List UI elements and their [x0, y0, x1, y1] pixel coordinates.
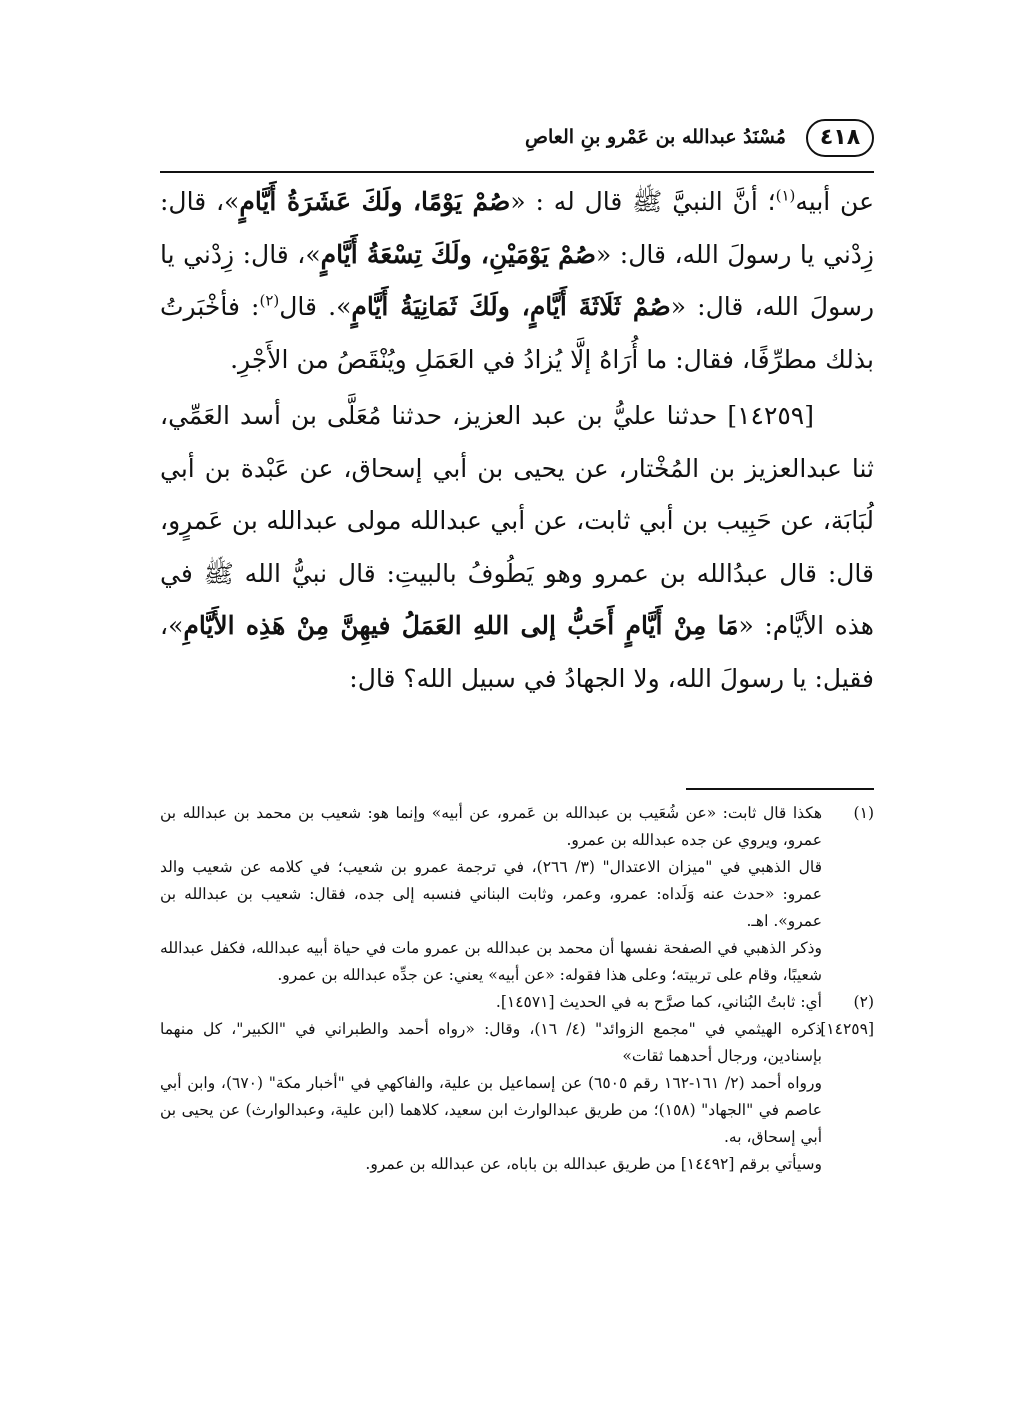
text-span: : فأخْبَرتُ بذلك مطرِّفًا، فقال: ما أُرَاهُ إلَّا يُزادُ في العَمَلِ ويُنْقَصُ من الأَجْرِ.: [160, 292, 874, 374]
text-span: ؛ أنَّ النبيَّ ﷺ قال له : «: [510, 187, 776, 216]
text-span: عن أبيه: [795, 187, 875, 216]
footnote-hadith-14259: [160, 1016, 874, 1178]
prophetic-text: صُمْ ثَلَاثَةَ أَيَّامٍ، ولَكَ ثَمَانِيَةُ أَيَّامٍ: [351, 292, 671, 321]
footnote-divider: [686, 788, 874, 790]
text-span: ». قال: [279, 292, 352, 321]
footnote-ref-1: (١): [775, 186, 796, 205]
prophetic-text: مَا مِنْ أَيَّامٍ أَحَبُّ إلى اللهِ العَمَلُ فيهِنَّ مِنْ هَذِه الأَيَّامِ: [183, 611, 739, 640]
footnote-text: هكذا قال ثابت: «عن شُعَيب بن عبدالله بن عَمرو، عن أبيه» وإنما هو: شعيب بن محمد بن عبدالله بن عمرو، ويروي عن جده عبدالله بن عمرو.: [160, 804, 822, 849]
footnote-text: قال الذهبي في "ميزان الاعتدال" (٣/ ٢٦٦)، في ترجمة عمرو بن شعيب؛ في كلامه عن شعيب والد عمرو: «حدث عنه وَلَداه: عمرو، وعمر، وثابت البناني فنسبه إلى جده، فقال: شعيب بن عبدالله بن عمرو». اهـ.: [160, 858, 822, 930]
footnote-text: ذكره الهيثمي في "مجمع الزوائد" (٤/ ١٦)، وقال: «رواه أحمد والطبراني في "الكبير"، كل منهما بإسنادين، ورجال أحدهما ثقات»: [160, 1020, 822, 1065]
prophetic-text: صُمْ يَوْمًا، ولَكَ عَشَرَةُ أَيَّامٍ: [239, 187, 511, 216]
footnote-number: (٢): [853, 993, 874, 1011]
main-text: [160, 176, 874, 705]
running-title: مُسْنَدُ عبدالله بن عَمْرو بنِ العاصِ: [525, 126, 786, 148]
hadith-continuation-paragraph: [160, 176, 874, 386]
footnotes: [160, 800, 874, 1178]
header-divider: [160, 171, 874, 173]
footnote-number: [١٤٢٥٩]: [820, 1020, 874, 1038]
footnote-2: [160, 989, 874, 1016]
hadith-14259-paragraph: [160, 390, 874, 705]
text-span: »، قال: زِدْني يا رسولَ الله، قال: «: [160, 187, 874, 269]
text-span: »، فقيل: يا رسولَ الله، ولا الجهادُ في سبيل الله؟ قال:: [160, 611, 874, 693]
footnote-ref-2: (٢): [259, 291, 280, 310]
footnote-text: وذكر الذهبي في الصفحة نفسها أن محمد بن عبدالله بن عمرو مات في حياة أبيه عبدالله، فكفل عبدالله شعيبًا، وقام على تربيته؛ وعلى هذا فقوله: «عن أبيه» يعني: عن جدِّه عبدالله بن عمرو.: [160, 939, 822, 984]
footnote-number: (١): [853, 804, 874, 822]
prophetic-text: صُمْ يَوْمَيْنِ، ولَكَ تِسْعَةُ أَيَّامٍ: [320, 239, 596, 269]
text-span: »، قال: زِدْني يا رسولَ الله، قال: «: [160, 239, 875, 321]
page-number: ٤١٨: [806, 119, 874, 157]
text-span: [١٤٢٥٩] حدثنا عليُّ بن عبد العزيز، حدثنا مُعَلَّى بن أسد العَمِّي، ثنا عبدالعزيز بن المُخْتار، عن يحيى بن أبي إسحاق، عن عَبْدة بن أبي لُبَابَة، عن حَبِيب بن أبي ثابت، عن أبي عبدالله مولى عبدالله بن عَمرٍو، قال: قال عبدُالله بن عمرو وهو يَطُوفُ بالبيتِ: قال نبيُّ الله ﷺ في هذه الأيَّام: «: [160, 401, 874, 640]
footnote-text: وسيأتي برقم [١٤٤٩٢] من طريق عبدالله بن باباه، عن عبدالله بن عمرو.: [365, 1155, 822, 1173]
footnote-1: [160, 800, 874, 989]
footnote-text: ورواه أحمد (٢/ ١٦١-١٦٢ رقم ٦٥٠٥) عن إسماعيل بن علية، والفاكهي في "أخبار مكة" (٦٧٠)، وابن أبي عاصم في "الجهاد" (١٥٨)؛ من طريق عبدالوارث ابن سعيد، كلاهما (ابن علية، وعبدالوارث) عن يحيى بن أبي إسحاق، به.: [160, 1074, 822, 1146]
footnote-text: أي: ثابتُ البُناني، كما صرَّح به في الحديث [١٤٥٧١].: [495, 993, 822, 1011]
page-header: [160, 117, 874, 169]
